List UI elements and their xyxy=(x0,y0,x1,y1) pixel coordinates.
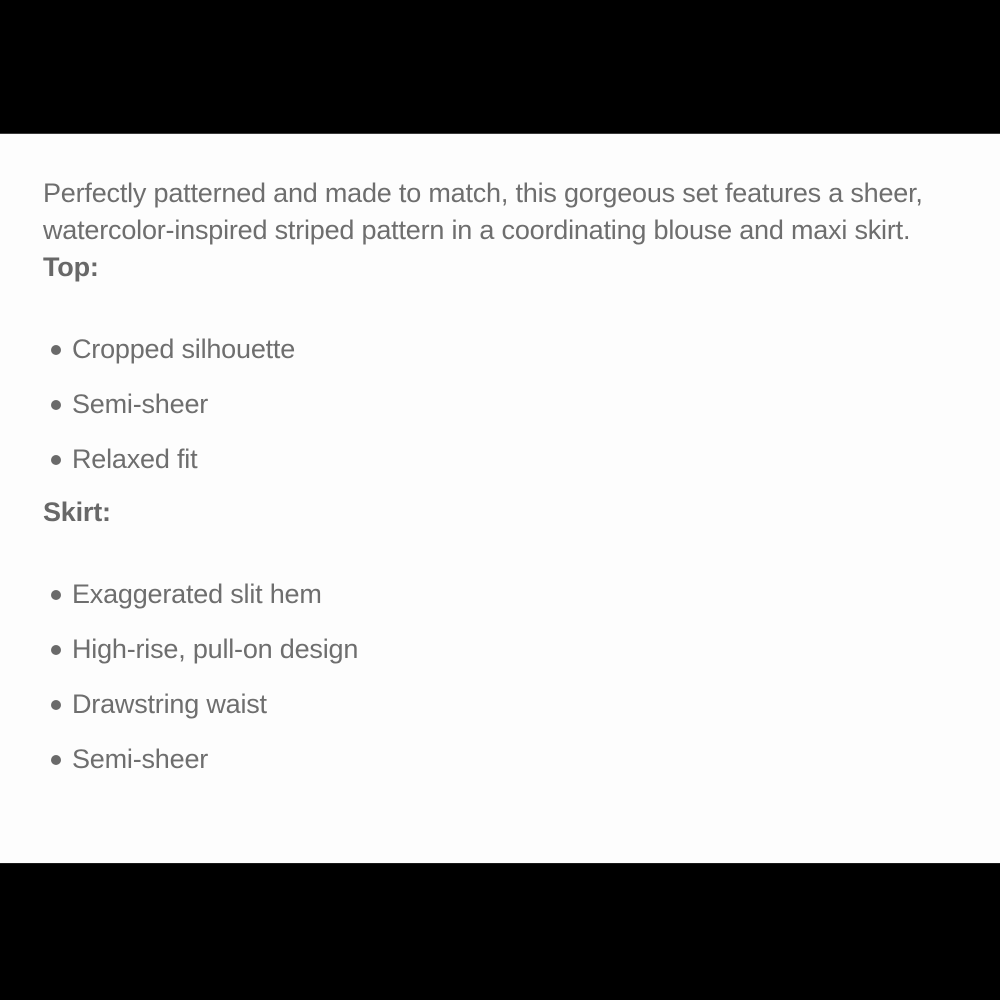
section-top xyxy=(43,249,960,478)
list-item-label: Exaggerated slit hem xyxy=(72,579,322,609)
list-item xyxy=(43,631,960,668)
list-item xyxy=(43,386,960,423)
list-item-label: High-rise, pull-on design xyxy=(72,634,359,664)
bullet-icon xyxy=(51,645,61,655)
list-item xyxy=(43,576,960,613)
list-item xyxy=(43,686,960,723)
product-description-intro: Perfectly patterned and made to match, this gorgeous set features a sheer, watercolor-inspired striped pattern in a coordinating blouse and maxi skirt. xyxy=(43,178,923,245)
section-heading-skirt: Skirt: xyxy=(43,497,111,527)
list-item xyxy=(43,331,960,368)
letterbox-top-bar xyxy=(0,0,1000,134)
feature-list-skirt xyxy=(43,576,960,778)
bullet-icon xyxy=(51,400,61,410)
section-skirt xyxy=(43,494,960,778)
feature-list-top xyxy=(43,331,960,478)
bullet-icon xyxy=(51,345,61,355)
bullet-icon xyxy=(51,755,61,765)
list-item-label: Semi-sheer xyxy=(72,389,209,419)
list-item xyxy=(43,741,960,778)
list-item-label: Drawstring waist xyxy=(72,689,267,719)
bullet-icon xyxy=(51,590,61,600)
list-item-label: Cropped silhouette xyxy=(72,334,296,364)
product-description-content xyxy=(0,135,1000,863)
bullet-icon xyxy=(51,455,61,465)
letterbox-bottom-bar xyxy=(0,863,1000,1000)
list-item xyxy=(43,441,960,478)
list-item-label: Relaxed fit xyxy=(72,444,198,474)
list-item-label: Semi-sheer xyxy=(72,744,209,774)
bullet-icon xyxy=(51,700,61,710)
section-heading-top: Top: xyxy=(43,252,99,282)
